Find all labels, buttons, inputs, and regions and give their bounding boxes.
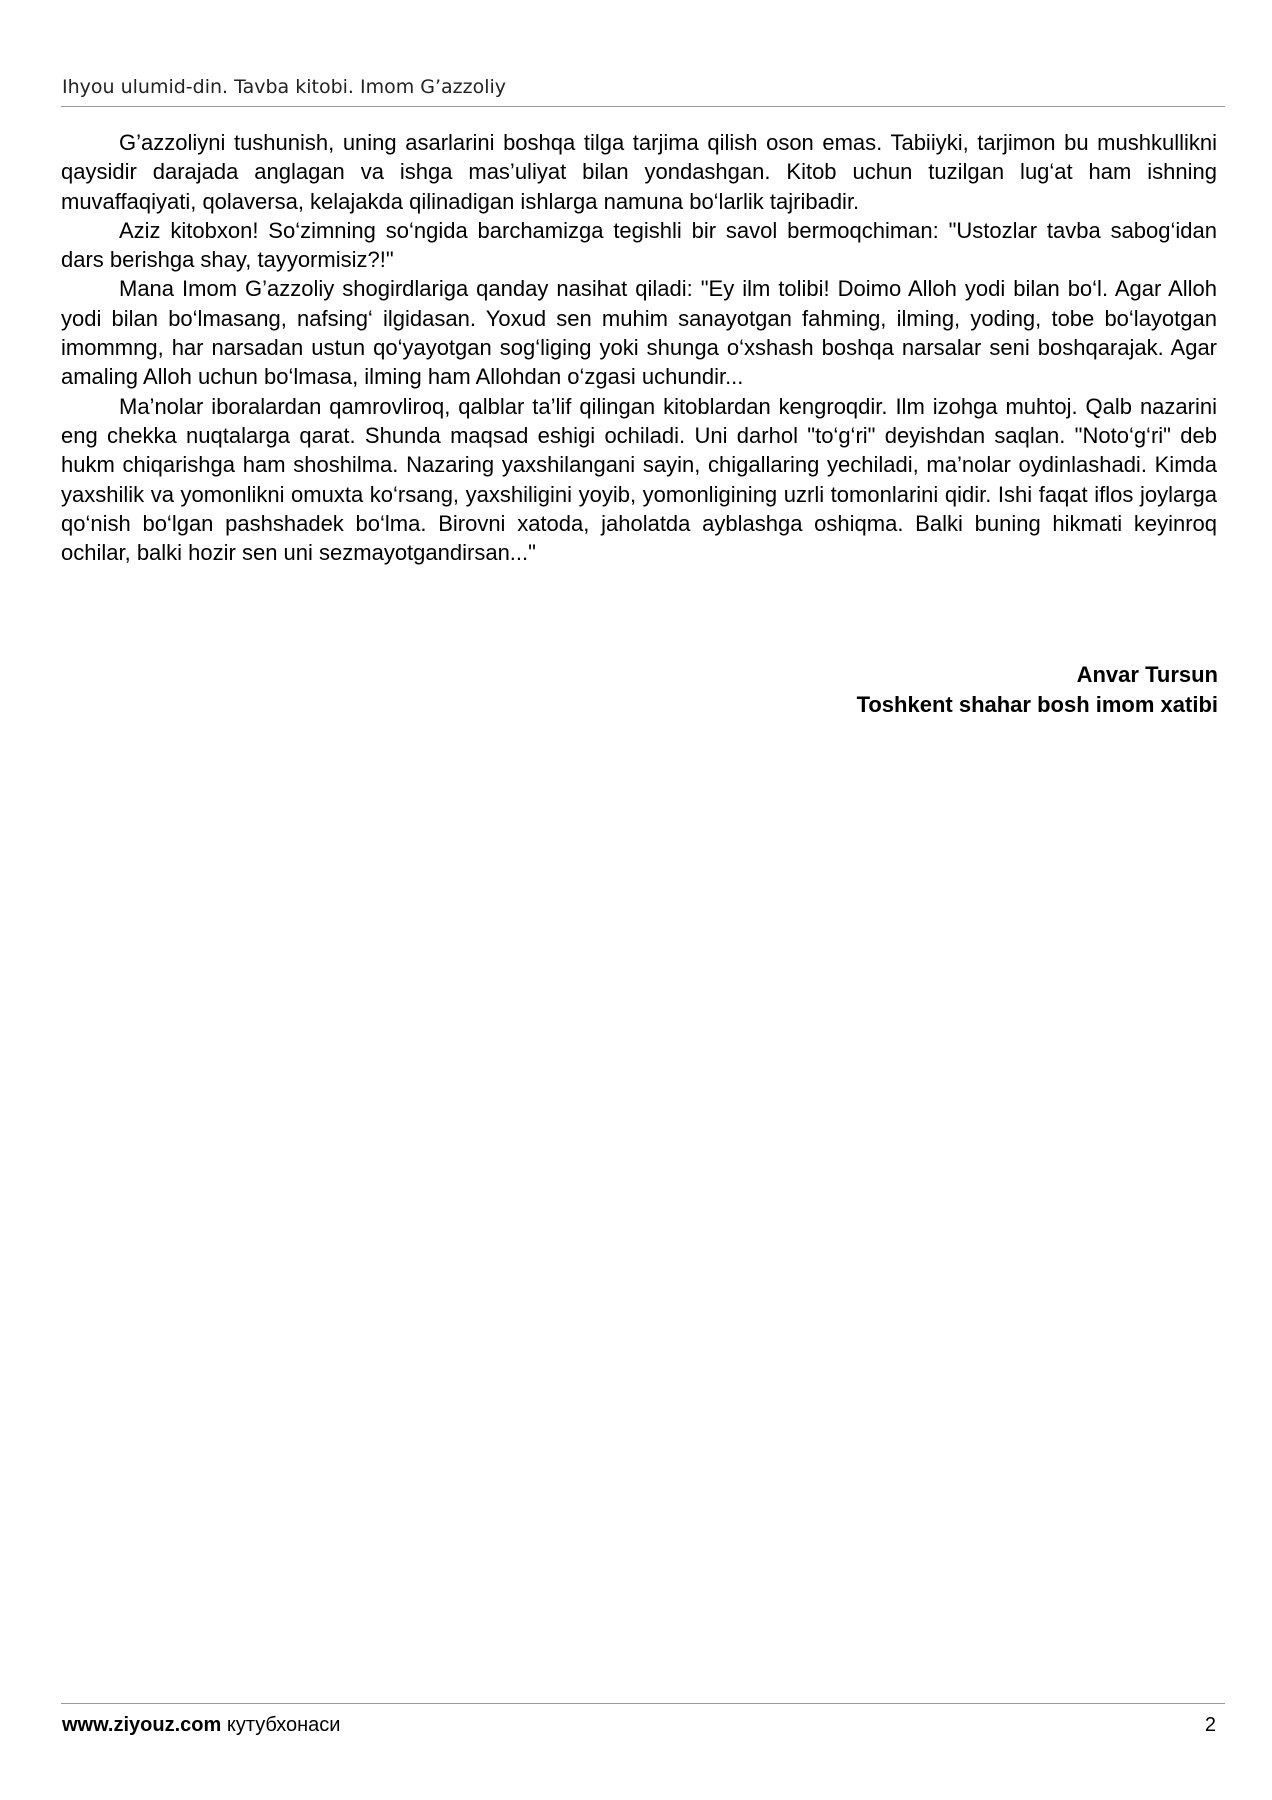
signature-block bbox=[857, 660, 1218, 720]
footer-divider bbox=[61, 1703, 1225, 1704]
footer-source bbox=[62, 1714, 340, 1737]
paragraph: Aziz kitobxon! So‘zimning so‘ngida barchamizga tegishli bir savol bermoqchiman: "Ustozlar tavba sabog‘idan dars berishga shay, tayyormisiz?!" bbox=[61, 217, 1217, 273]
main-text bbox=[61, 128, 1217, 567]
page-number: 2 bbox=[1204, 1714, 1216, 1736]
footer-site-link[interactable]: www.ziyouz.com bbox=[62, 1714, 222, 1736]
header-divider bbox=[61, 106, 1225, 107]
footer-library-label: кутубхонаси bbox=[226, 1714, 341, 1736]
author-position: Toshkent shahar bosh imom xatibi bbox=[856, 692, 1218, 717]
author-name: Anvar Tursun bbox=[1076, 662, 1218, 687]
paragraph: Mana Imom G’azzoliy shogirdlariga qanday nasihat qiladi: "Ey ilm tolibi! Doimo Alloh yodi bilan bo‘l. Agar Alloh yodi bilan bo‘lmasang, nafsing‘ ilgidasan. Yoxud sen muhim sanayotgan fahming, ilming, yoding, tobe bo‘layotgan imommng, har narsadan ustun qo‘yayotgan sog‘liging yoki shunga o‘xshash boshqa narsalar seni boshqarajak. Agar amaling Alloh uchun bo‘lmasa, ilming ham Allohdan o‘zgasi uchundir... bbox=[61, 276, 1217, 390]
paragraph: G’azzoliyni tushunish, uning asarlarini boshqa tilga tarjima qilish oson emas. Tabiiyki, tarjimon bu mushkullikni qaysidir darajada anglagan va ishga mas’uliyat bilan yondashgan. Kitob uchun tuzilgan lug‘at ham ishning muvaffaqiyati, qolaversa, kelajakda qilinadigan ishlarga namuna bo‘larlik tajribadir. bbox=[61, 130, 1217, 214]
paragraph: Ma’nolar iboralardan qamrovliroq, qalblar ta’lif qilingan kitoblardan kengroqdir. Ilm izohga muhtoj. Qalb nazarini eng chekka nuqtalarga qarat. Shunda maqsad eshigi ochiladi. Uni darhol "to‘g‘ri" deyishdan saqlan. "Noto‘g‘ri" deb hukm chiqarishga ham shoshilma. Nazaring yaxshilangani sayin, chigallaring yechiladi, ma’nolar oydinlashadi. Kimda yaxshilik va yomonlikni omuxta ko‘rsang, yaxshiligini yoyib, yomonligining uzrli tomonlarini qidir. Ishi faqat iflos joylarga qo‘nish bo‘lgan pashshadek bo‘lma. Birovni xatoda, jaholatda ayblashga oshiqma. Balki buning hikmati keyinroq ochilar, balki hozir sen uni sezmayotgandirsan..." bbox=[61, 393, 1217, 566]
page-footer bbox=[62, 1714, 1216, 1737]
running-header: Ihyou ulumid-din. Tavba kitobi. Imom G’azzoliy bbox=[62, 76, 507, 98]
